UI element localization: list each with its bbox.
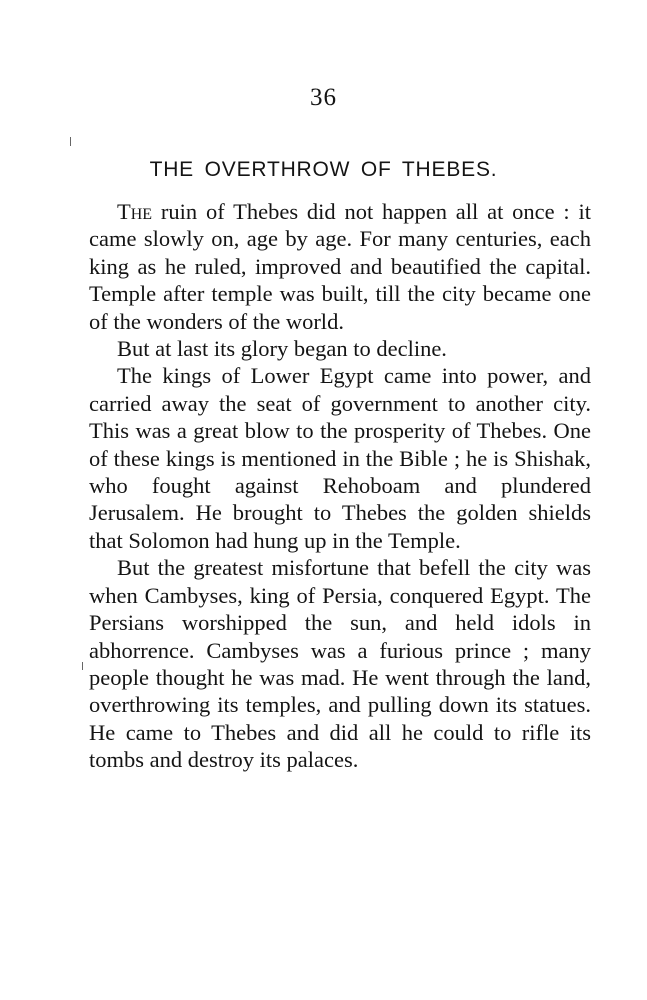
paragraph-text: But at last its glory began to decline. xyxy=(117,336,447,362)
chapter-heading: THE OVERTHROW OF THEBES. xyxy=(149,158,498,181)
body-text xyxy=(89,198,591,774)
paragraph-lead-word: The xyxy=(117,199,153,224)
paragraph xyxy=(89,335,591,362)
paragraph-text: The kings of Lower Egypt came into power, and carried away the seat of government to another city. This was a great blow to the prosperity of Thebes. One of these kings is mentioned in the Bible ; he is Shishak, who fought against Rehoboam and plundered Jerusalem. He brought to Thebes the golden shields that Solomon had hung up in the Temple. xyxy=(89,363,591,553)
page-number: 36 xyxy=(310,84,337,111)
margin-speck xyxy=(82,662,83,670)
paragraph-text: But the greatest misfortune that befell the city was when Cambyses, king of Persia, conquered Egypt. The Persians worshipped the sun, and held idols in abhorrence. Cambyses was a furious prince ; many people thought he was mad. He went through the land, overthrowing its temples, and pulling down its statues. He came to Thebes and did all he could to rifle its tombs and destroy its palaces. xyxy=(89,555,591,773)
paragraph xyxy=(89,198,591,335)
margin-speck xyxy=(70,137,71,146)
paragraph-text: ruin of Thebes did not happen all at once : it came slowly on, age by age. For many centuries, each king as he ruled, improved and beautified the capital. Temple after temple was built, till the city became one of the wonders of the world. xyxy=(89,199,591,334)
paragraph xyxy=(89,362,591,554)
paragraph xyxy=(89,554,591,773)
